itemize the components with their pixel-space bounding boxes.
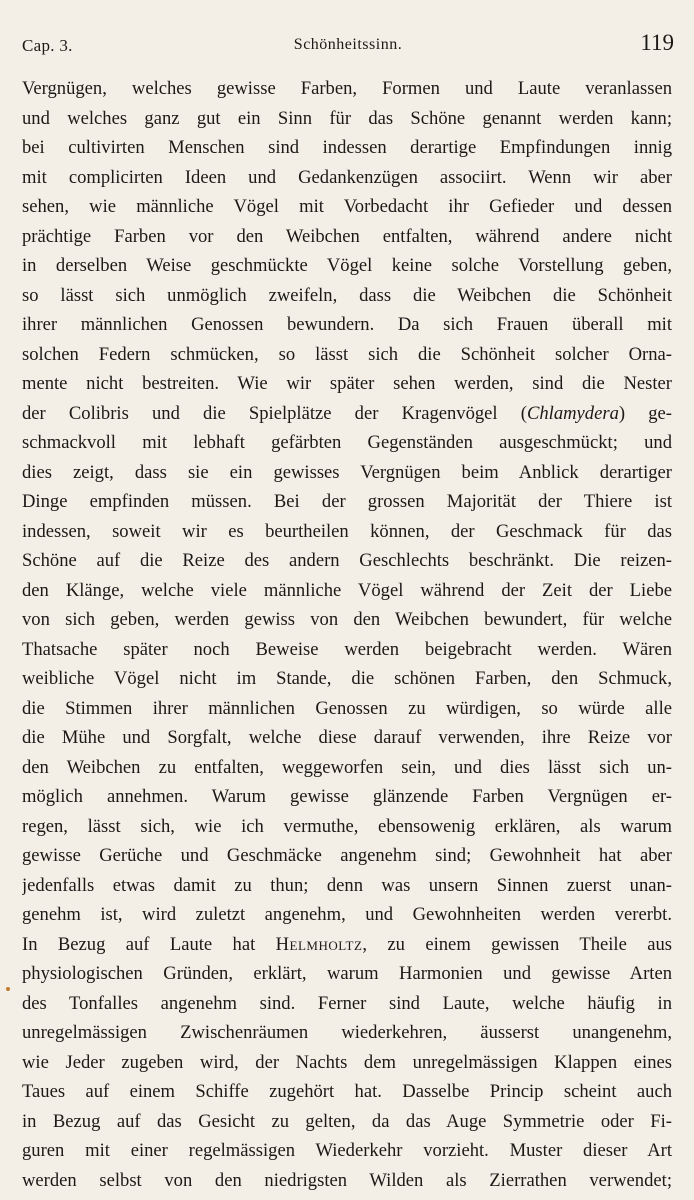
text-line <box>22 487 672 517</box>
text-line <box>22 369 672 399</box>
text-line <box>22 517 672 547</box>
text-line <box>22 458 672 488</box>
text-line <box>22 605 672 635</box>
line-text-pre: In Bezug auf Laute hat <box>22 933 276 955</box>
text-line <box>22 1048 672 1078</box>
body-paragraph <box>22 74 672 1195</box>
line-text: mit complicirten Ideen und Gedankenzügen associirt. Wenn wir aber <box>22 166 672 188</box>
line-text: jedenfalls etwas damit zu thun; denn was unsern Sinnen zuerst unan- <box>22 874 672 896</box>
text-line <box>22 959 672 989</box>
line-text: Schöne auf die Reize des andern Geschlechts beschränkt. Die reizen- <box>22 550 672 571</box>
line-text: sehen, wie männliche Vögel mit Vorbedacht ihr Gefieder und dessen <box>22 196 672 217</box>
text-line <box>22 281 672 311</box>
text-line <box>22 399 672 429</box>
line-text: regen, lässt sich, wie ich vermuthe, ebensowenig erklären, als warum <box>22 815 672 837</box>
line-text: so lässt sich unmöglich zweifeln, dass die Weibchen die Schönheit <box>22 284 672 306</box>
text-line <box>22 753 672 783</box>
line-text: dies zeigt, dass sie ein gewisses Vergnügen beim Anblick derartiger <box>22 461 672 483</box>
line-text: in derselben Weise geschmückte Vögel keine solche Vorstellung geben, <box>22 255 672 276</box>
line-text: genehm ist, wird zuletzt angenehm, und Gewohnheiten werden vererbt. <box>22 904 672 925</box>
line-text: die Mühe und Sorgfalt, welche diese darauf verwenden, ihre Reize vor <box>22 727 672 748</box>
italic-term: Chlamydera <box>526 402 619 424</box>
text-line <box>22 812 672 842</box>
line-text: physiologischen Gründen, erklärt, warum Harmonien und gewisse Arten <box>22 963 672 984</box>
author-name: Helmholtz <box>275 933 363 955</box>
line-text: gewisse Gerüche und Geschmäcke angenehm sind; Gewohnheit hat aber <box>22 845 672 866</box>
text-line <box>22 1077 672 1107</box>
line-text: Dinge empfinden müssen. Bei der grossen Majorität der Thiere ist <box>22 491 672 512</box>
text-line <box>22 74 672 104</box>
line-text: möglich annehmen. Warum gewisse glänzende Farben Vergnügen er- <box>22 786 672 807</box>
text-line <box>22 310 672 340</box>
line-text: Vergnügen, welches gewisse Farben, Formen und Laute veranlassen <box>22 78 672 99</box>
text-line <box>22 1107 672 1137</box>
line-text: werden selbst von den niedrigsten Wilden als Zierrathen verwendet; <box>22 1169 672 1191</box>
text-line <box>22 1136 672 1166</box>
text-line <box>22 635 672 665</box>
text-line <box>22 251 672 281</box>
text-line <box>22 871 672 901</box>
line-text: Taues auf einem Schiffe zugehört hat. Dasselbe Princip scheint auch <box>22 1081 672 1102</box>
line-text: ihrer männlichen Genossen bewundern. Da sich Frauen überall mit <box>22 314 672 335</box>
line-text: die Stimmen ihrer männlichen Genossen zu würdigen, so würde alle <box>22 697 672 719</box>
text-line <box>22 163 672 193</box>
line-text: prächtige Farben vor den Weibchen entfalten, während andere nicht <box>22 225 672 247</box>
line-text: den Weibchen zu entfalten, weggeworfen sein, und dies lässt sich un- <box>22 756 672 778</box>
line-text: Thatsache später noch Beweise werden beigebracht werden. Wären <box>22 638 672 660</box>
text-line <box>22 989 672 1019</box>
running-header <box>22 30 674 60</box>
line-text: bei cultivirten Menschen sind indessen derartige Empfindungen innig <box>22 137 672 158</box>
text-line <box>22 900 672 930</box>
line-text: weibliche Vögel nicht im Stande, die schönen Farben, den Schmuck, <box>22 668 672 689</box>
text-line <box>22 1166 672 1196</box>
page-number: 119 <box>640 30 674 55</box>
text-line <box>22 340 672 370</box>
text-line <box>22 104 672 134</box>
running-title: Schönheitssinn. <box>293 36 403 53</box>
text-line <box>22 664 672 694</box>
line-text: und welches ganz gut ein Sinn für das Schöne genannt werden kann; <box>22 107 672 129</box>
text-line <box>22 694 672 724</box>
line-text: von sich geben, werden gewiss von den Weibchen bewundert, für welche <box>22 609 672 630</box>
line-text: des Tonfalles angenehm sind. Ferner sind Laute, welche häufig in <box>22 992 672 1014</box>
text-line <box>22 192 672 222</box>
line-text: guren mit einer regelmässigen Wiederkehr vorzieht. Muster dieser Art <box>22 1140 672 1161</box>
text-line <box>22 723 672 753</box>
text-line <box>22 1018 672 1048</box>
text-line <box>22 222 672 252</box>
line-text: mente nicht bestreiten. Wie wir später sehen werden, sind die Nester <box>22 373 672 394</box>
line-text: den Klänge, welche viele männliche Vögel während der Zeit der Liebe <box>22 579 672 601</box>
chapter-label: Cap. 3. <box>22 36 73 55</box>
text-line <box>22 428 672 458</box>
line-text: in Bezug auf das Gesicht zu gelten, da das Auge Symmetrie oder Fi- <box>22 1110 672 1132</box>
line-text-post: , zu einem gewissen Theile aus <box>362 933 672 955</box>
text-line <box>22 133 672 163</box>
line-text-post: ) ge- <box>618 402 672 424</box>
text-line <box>22 930 672 960</box>
line-text: schmackvoll mit lebhaft gefärbten Gegenständen ausgeschmückt; und <box>22 432 672 453</box>
text-line <box>22 576 672 606</box>
margin-ink-mark <box>6 987 10 991</box>
text-line <box>22 782 672 812</box>
line-text: unregelmässigen Zwischenräumen wiederkehren, äusserst unangenehm, <box>22 1022 672 1043</box>
line-text: solchen Federn schmücken, so lässt sich die Schönheit solcher Orna- <box>22 343 672 365</box>
text-line <box>22 841 672 871</box>
line-text: indessen, soweit wir es beurtheilen können, der Geschmack für das <box>22 520 672 542</box>
line-text: wie Jeder zugeben wird, der Nachts dem unregelmässigen Klappen eines <box>22 1051 672 1073</box>
line-text-pre: der Colibris und die Spielplätze der Kragenvögel ( <box>22 402 527 424</box>
text-line <box>22 546 672 576</box>
